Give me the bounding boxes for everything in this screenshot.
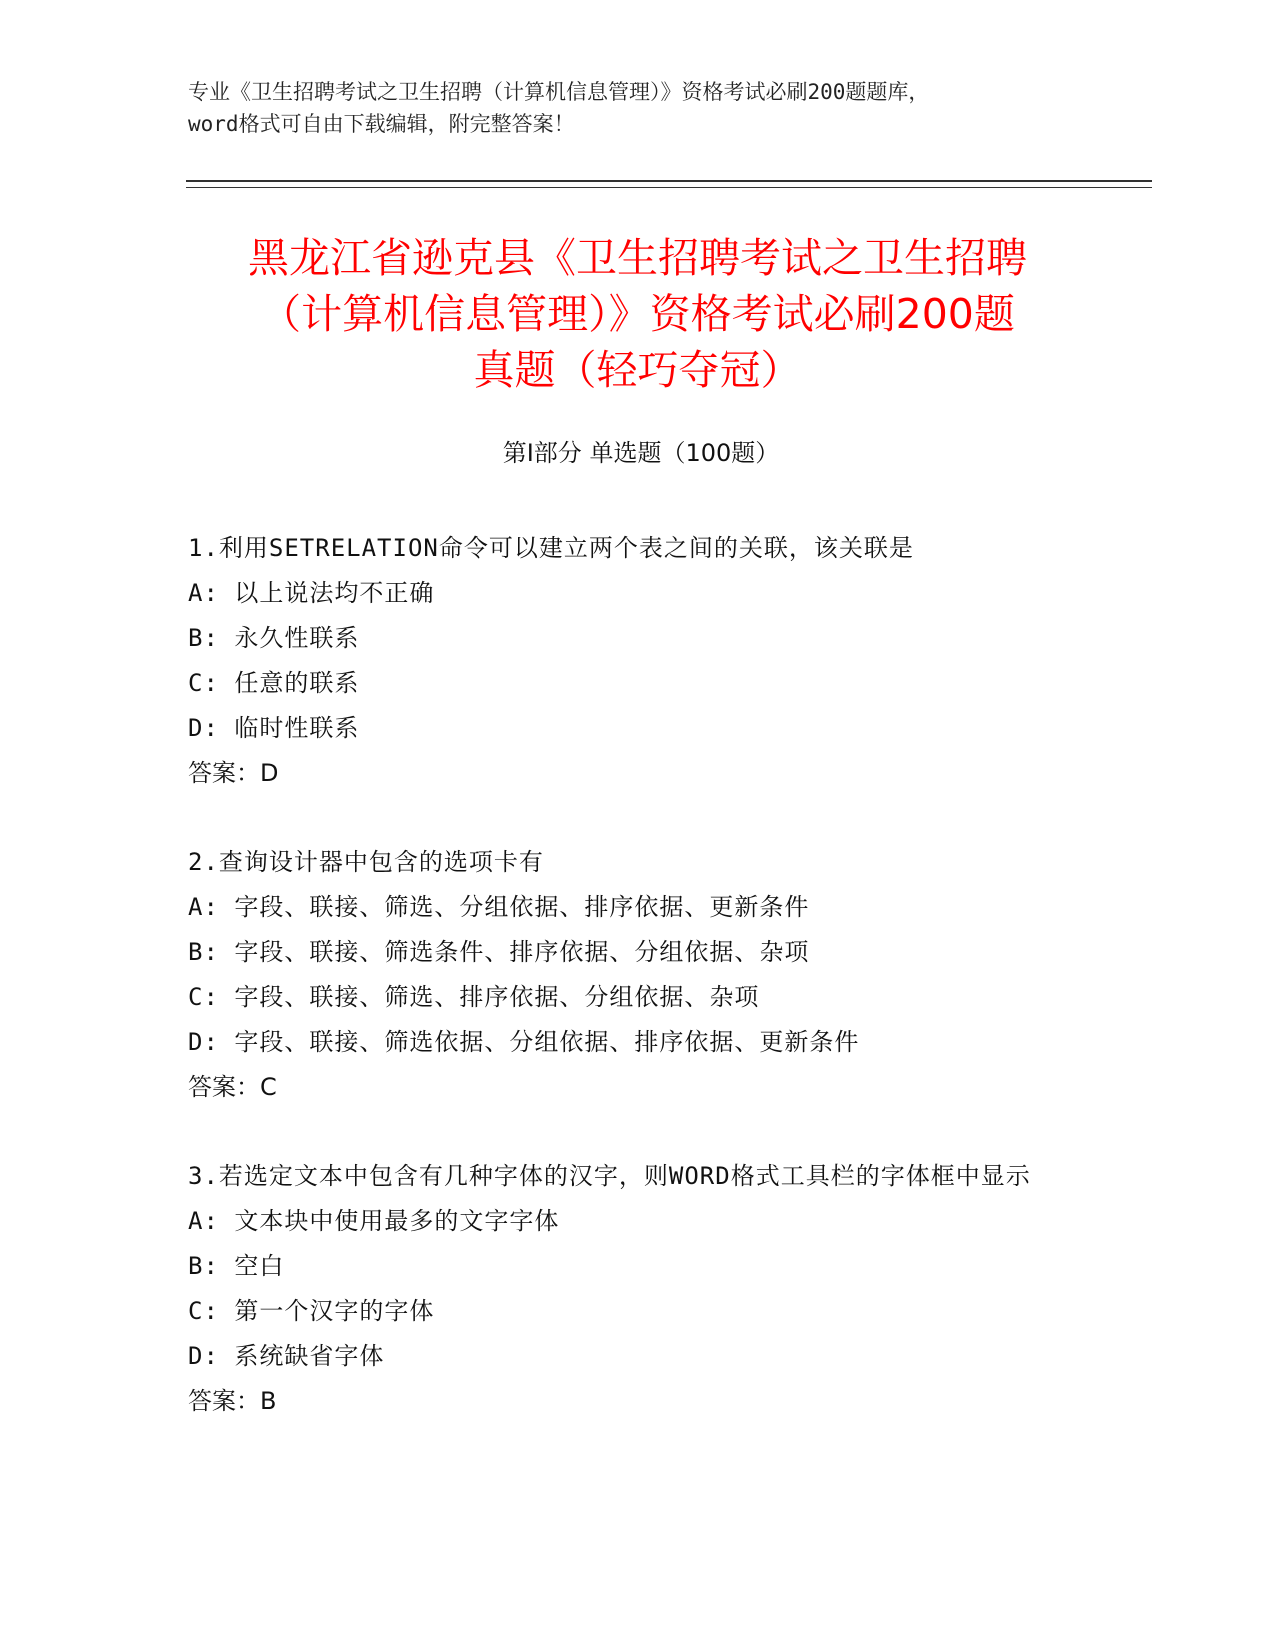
question-stem: 3.若选定文本中包含有几种字体的汉字，则WORD格式工具栏的字体框中显示 [188, 1162, 1031, 1190]
option-b: B: 空白 [188, 1252, 285, 1280]
answer: 答案：D [188, 759, 279, 787]
option-d: D: 系统缺省字体 [188, 1342, 385, 1370]
header-note [188, 76, 1088, 140]
question-stem: 1.利用SETRELATION命令可以建立两个表之间的关联，该关联是 [188, 534, 914, 562]
question-1 [188, 526, 1088, 796]
option-d: D: 临时性联系 [188, 714, 360, 742]
option-c: C: 任意的联系 [188, 669, 360, 697]
question-3 [188, 1154, 1088, 1424]
document-title-line-3: 真题（轻巧夺冠） [473, 346, 802, 394]
option-c: C: 第一个汉字的字体 [188, 1297, 435, 1325]
option-d: D: 字段、联接、筛选依据、分组依据、排序依据、更新条件 [188, 1028, 860, 1056]
question-list [188, 526, 1088, 1468]
section-title: 第Ⅰ部分 单选题（100题） [502, 439, 780, 467]
header-note-line-2: word格式可自由下载编辑，附完整答案！ [188, 112, 575, 136]
answer: 答案：B [188, 1387, 277, 1415]
document-title-line-2: （计算机信息管理）》资格考试必刷200题 [260, 290, 1015, 338]
question-stem: 2.查询设计器中包含的选项卡有 [188, 848, 544, 876]
option-b: B: 永久性联系 [188, 624, 360, 652]
header-note-line-1: 专业《卫生招聘考试之卫生招聘（计算机信息管理）》资格考试必刷200题题库， [188, 80, 930, 104]
option-b: B: 字段、联接、筛选条件、排序依据、分组依据、杂项 [188, 938, 810, 966]
option-a: A: 字段、联接、筛选、分组依据、排序依据、更新条件 [188, 893, 810, 921]
header-divider-thick [186, 180, 1152, 182]
option-c: C: 字段、联接、筛选、排序依据、分组依据、杂项 [188, 983, 760, 1011]
document-title-line-1: 黑龙江省逊克县《卫生招聘考试之卫生招聘 [248, 234, 1027, 282]
option-a: A: 文本块中使用最多的文字字体 [188, 1207, 560, 1235]
question-2 [188, 840, 1088, 1110]
answer: 答案：C [188, 1073, 277, 1101]
option-a: A: 以上说法均不正确 [188, 579, 435, 607]
header-divider-thin [186, 187, 1152, 188]
document-title [180, 230, 1095, 398]
